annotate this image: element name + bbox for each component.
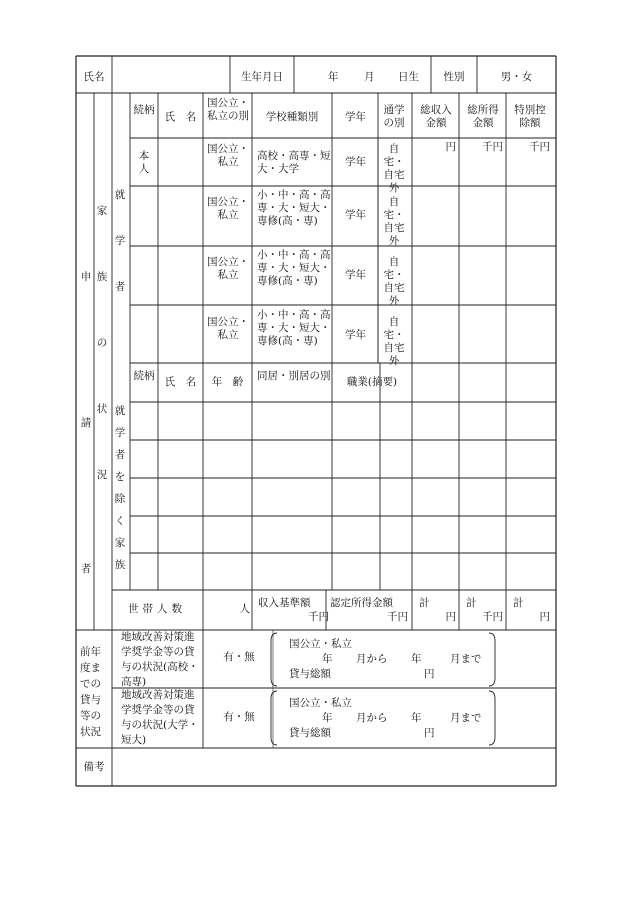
student-name-header: 氏 名 [164,111,197,123]
students-label: 就学者 [114,189,126,293]
total-1-unit: 円 [445,611,456,623]
loan-row-1-type: 国公立・私立 [289,638,352,650]
family-living-header: 同居・別居の別 [257,370,331,382]
student-row-4-school-type: 小・中・高・高専・大・短大・専修(高・専) [257,309,331,347]
loan-row-2-right-bracket [489,691,495,745]
student-row-1-public-private: 国公立・私立 [207,143,249,168]
loan-row-1-yen: 円 [424,668,435,680]
student-row-3-grade: 学年 [345,269,366,281]
student-row-3-school-type: 小・中・高・高専・大・短大・専修(高・専) [257,249,331,287]
dob-day-label: 日生 [398,71,419,83]
loan-row-2-year-to: 年 [411,712,422,724]
dob-month-label: 月 [364,71,375,83]
student-relation-header: 続柄 [133,104,155,116]
name-label: 氏名 [83,71,105,83]
loan-row-2-yen: 円 [424,727,435,739]
loan-row-2-desc: 地域改善対策進学奨学金等の貸与の状況(大学・短大) [121,689,199,746]
loan-row-1-year-to: 年 [411,653,422,665]
household-person-unit: 人 [239,603,250,615]
student-row-2-public-private: 国公立・私立 [207,196,249,221]
family-age-header: 年 齢 [211,376,244,388]
loan-row-2-type: 国公立・私立 [289,697,352,709]
loan-row-2-year: 年 [322,712,333,724]
income-header: 総収入金額 [420,104,452,129]
income-standard-label: 収入基準額 [258,597,311,609]
public-private-header: 国公立・私立の別 [207,97,249,122]
family-occupation-header: 職業(摘要) [346,376,398,388]
dob-label: 生年月日 [241,71,283,83]
gender-options: 男・女 [500,71,533,83]
family-relation-header: 続柄 [133,370,155,382]
student-row-2-grade: 学年 [345,209,366,221]
non-students-label: 就学者を除く家族 [114,405,126,571]
loan-row-1-desc: 地域改善対策進学奨学金等の貸与の状況(高校・高専) [121,631,199,688]
loan-row-1-has: 有・無 [223,651,255,663]
student-row-1-relation: 本人 [138,150,150,175]
gender-label: 性別 [443,71,465,83]
applicant-title: 申請者 [80,271,92,575]
total-3-label: 計 [513,597,524,609]
certified-income-label: 認定所得金額 [330,597,393,609]
income-standard-unit: 千円 [308,611,329,623]
student-row-1-income: 円 [445,141,456,153]
loan-row-1-year: 年 [322,653,333,665]
loan-row-1-month-from: 月から [356,653,388,665]
student-row-3-public-private: 国公立・私立 [207,256,249,281]
student-row-1-grade: 学年 [345,156,366,168]
student-row-2-commute: 自宅・自宅外 [383,196,405,247]
loan-row-1-total: 貸与総額 [289,668,331,680]
family-status-label: 家族の状況 [96,205,108,481]
student-row-1-school-type: 高校・高専・短大・大学 [257,150,331,175]
student-row-1-taxable-income: 千円 [482,141,503,153]
student-row-4-public-private: 国公立・私立 [207,316,249,341]
remarks-label: 備考 [83,761,105,773]
family-name-header: 氏 名 [164,376,197,388]
grade-header: 学年 [345,111,366,123]
student-row-1-commute: 自宅・自宅外 [383,143,405,194]
household-count-label: 世帯人数 [128,603,186,615]
total-2-unit: 千円 [482,611,503,623]
student-row-3-commute: 自宅・自宅外 [383,256,405,307]
loan-row-2-month-from: 月から [356,712,388,724]
loan-row-2-month-to: 月まで [450,712,482,724]
loan-row-1-month-to: 月まで [450,653,482,665]
loan-row-2-total: 貸与総額 [289,727,331,739]
loan-row-2-has: 有・無 [223,711,255,723]
certified-income-unit: 千円 [387,611,408,623]
commute-header: 通学の別 [383,104,405,129]
student-row-2-school-type: 小・中・高・高専・大・短大・専修(高・専) [257,189,331,227]
total-3-unit: 円 [539,611,550,623]
loan-row-1-right-bracket [489,633,495,686]
total-1-label: 計 [419,597,430,609]
loan-section-title: 前年度までの貸与等の状況 [80,646,101,738]
student-row-4-commute: 自宅・自宅外 [383,316,405,367]
student-row-1-deduction: 千円 [529,141,550,153]
dob-year-label: 年 [328,71,339,83]
school-type-header: 学校種類別 [265,111,319,123]
taxable-income-header: 総所得金額 [467,104,499,129]
total-2-label: 計 [466,597,477,609]
student-row-4-grade: 学年 [345,329,366,341]
deduction-header: 特別控除額 [514,104,546,129]
